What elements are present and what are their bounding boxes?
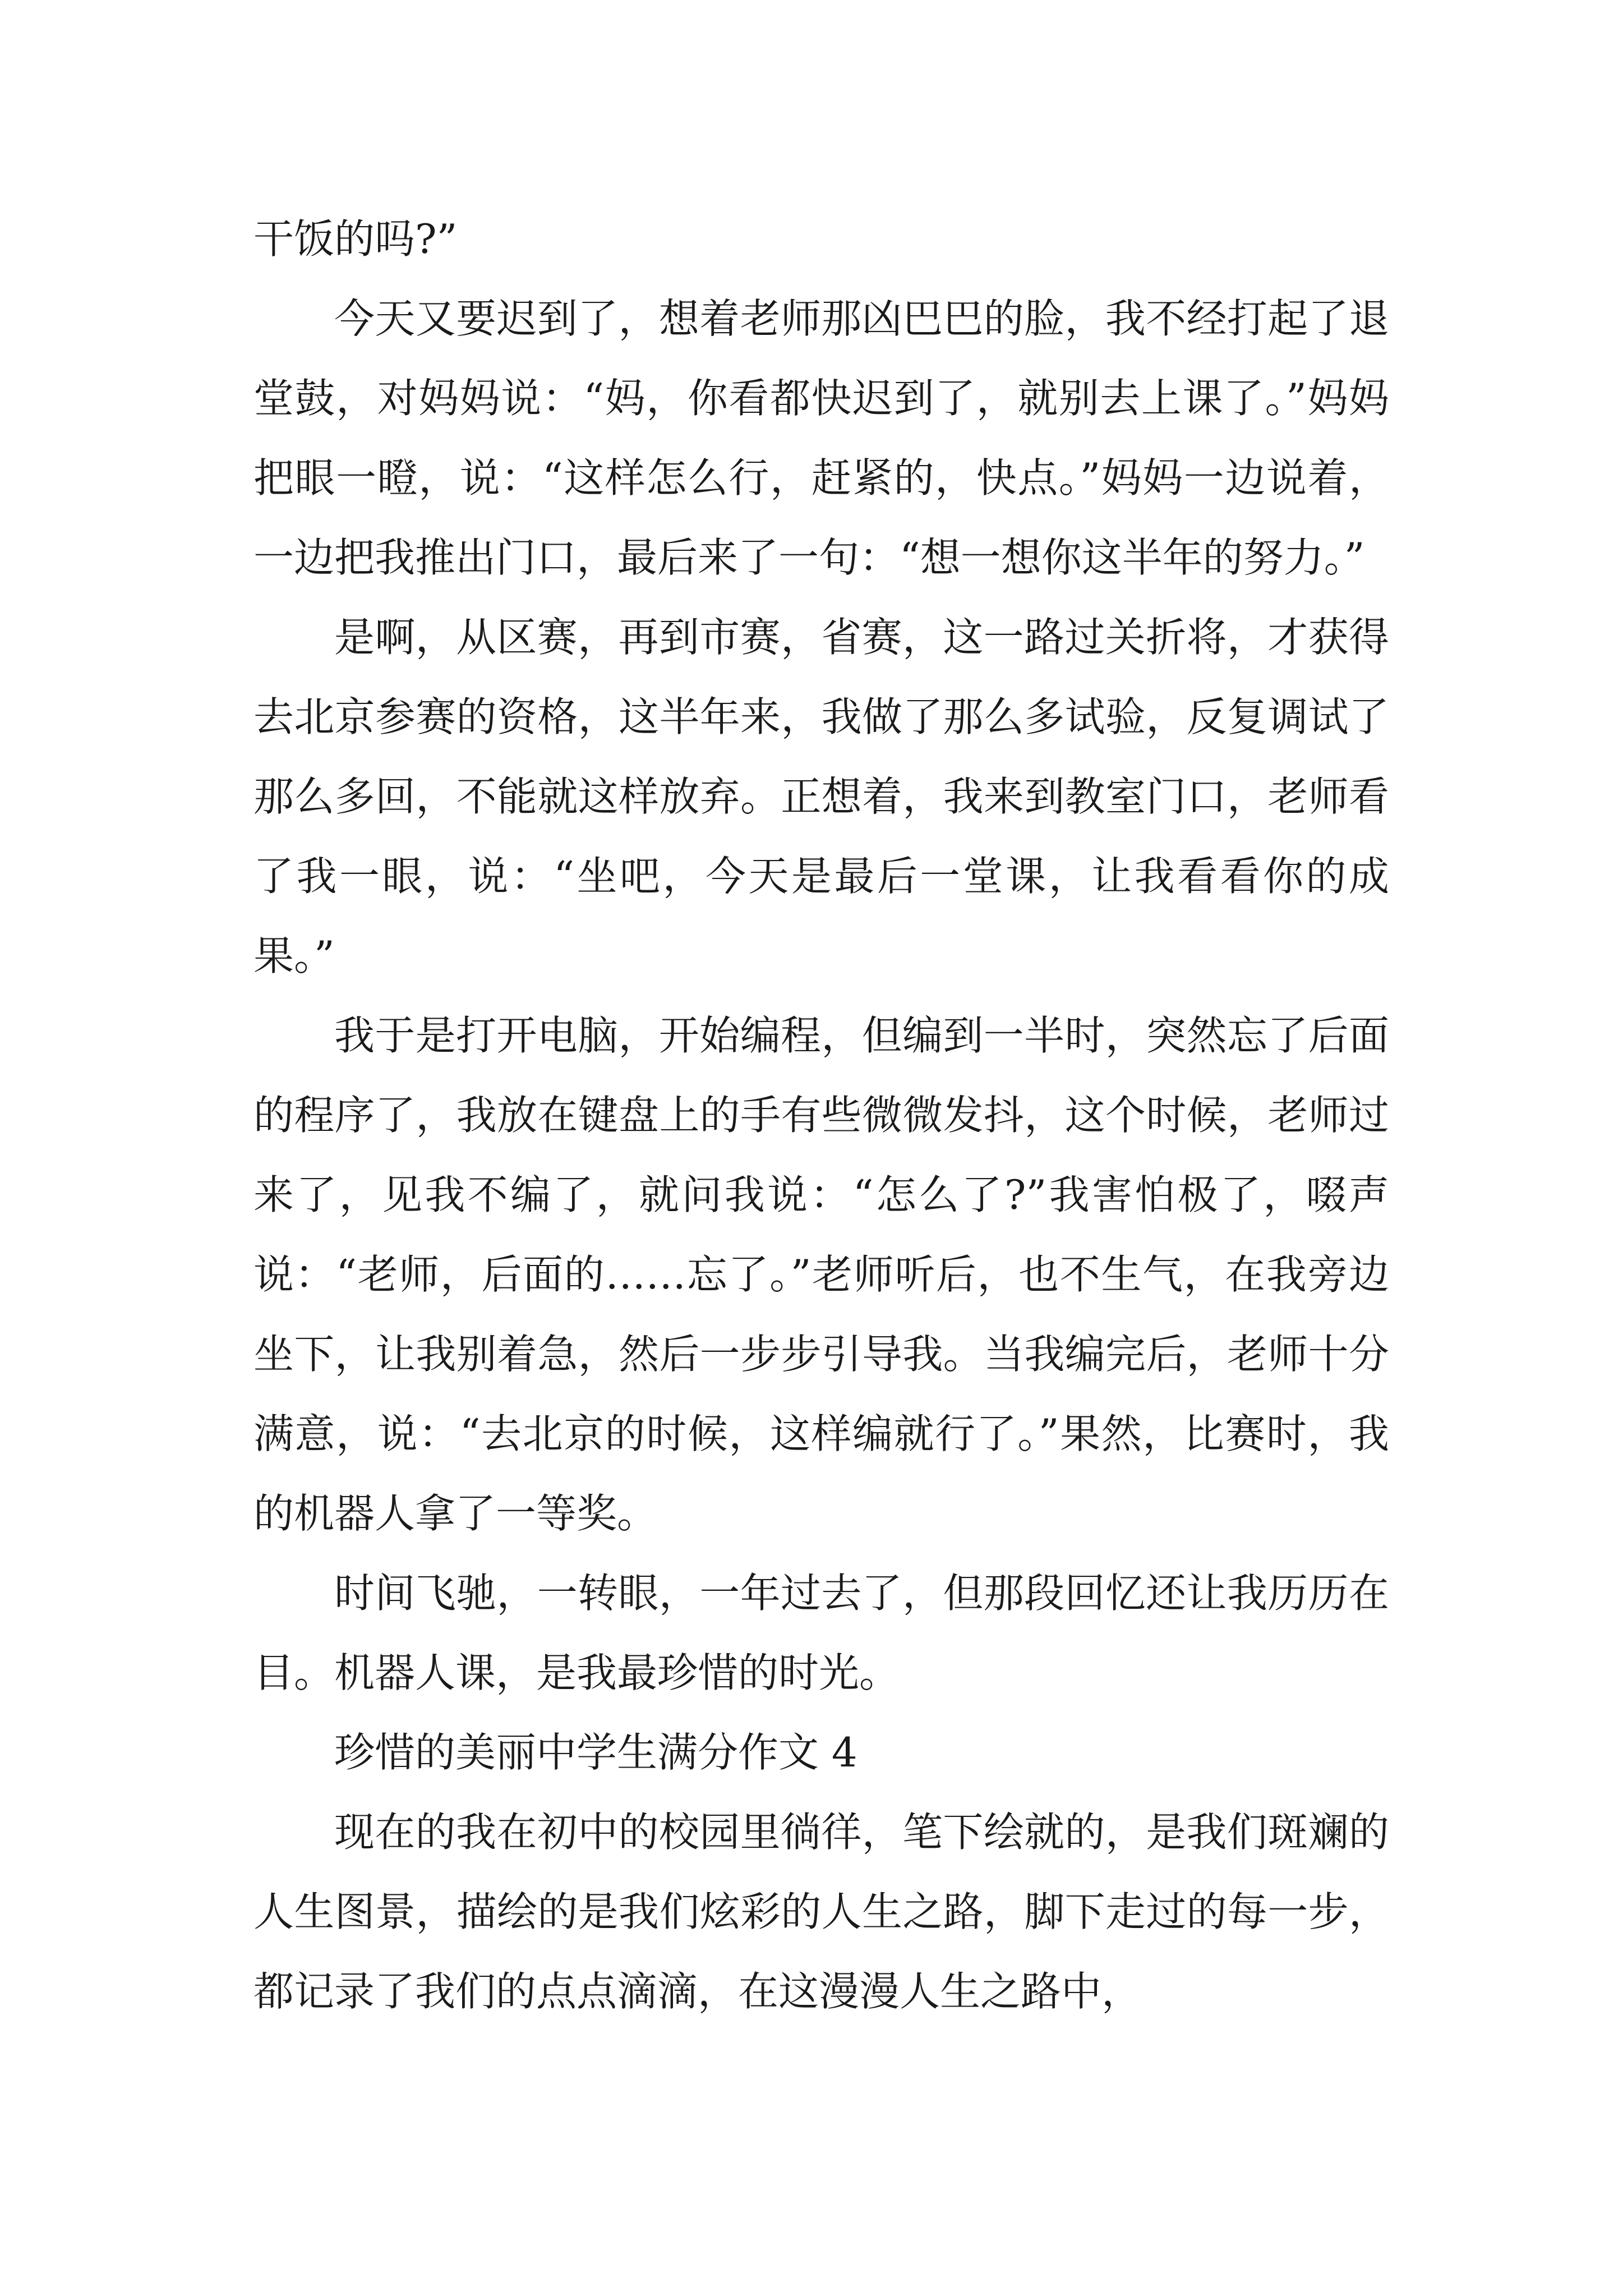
paragraph-continued: 干饭的吗?” (253, 215, 458, 263)
section-heading: 珍惜的美丽中学生满分作文 4 (334, 1729, 857, 1776)
paragraph-competition: 是啊，从区赛，再到市赛，省赛，这一路过关折将，才获得去北京参赛的资格，这半年来，我做了那么多试验，反复调试了那么多回，不能就这样放弃。正想着，我来到教室门口，老师看了我一眼，说：“坐吧，今天是最后一堂课，让我看看你的成果。” (253, 614, 1389, 979)
paragraph-programming: 我于是打开电脑，开始编程，但编到一半时，突然忘了后面的程序了，我放在键盘上的手有些微微发抖，这个时候，老师过来了，见我不编了，就问我说：“怎么了?”我害怕极了，啜声说：“老师，后面的……忘了。”老师听后，也不生气，在我旁边坐下，让我别着急，然后一步步引导我。当我编完后，老师十分满意，说：“去北京的时候，这样编就行了。”果然，比赛时，我的机器人拿了一等奖。 (253, 1012, 1389, 1537)
paragraph-campus: 现在的我在初中的校园里徜徉，笔下绘就的，是我们斑斓的人生图景，描绘的是我们炫彩的人生之路，脚下走过的每一步，都记录了我们的点点滴滴，在这漫漫人生之路中， (253, 1809, 1389, 2015)
paragraph-memory: 时间飞驰，一转眼，一年过去了，但那段回忆还让我历历在目。机器人课，是我最珍惜的时光。 (253, 1570, 1389, 1696)
paragraph-late-for-class: 今天又要迟到了，想着老师那凶巴巴的脸，我不经打起了退堂鼓，对妈妈说：“妈，你看都快迟到了，就别去上课了。”妈妈把眼一瞪，说：“这样怎么行，赶紧的，快点。”妈妈一边说着，一边把我推出门口，最后来了一句：“想一想你这半年的努力。” (253, 295, 1389, 581)
document-body (253, 199, 1389, 2031)
